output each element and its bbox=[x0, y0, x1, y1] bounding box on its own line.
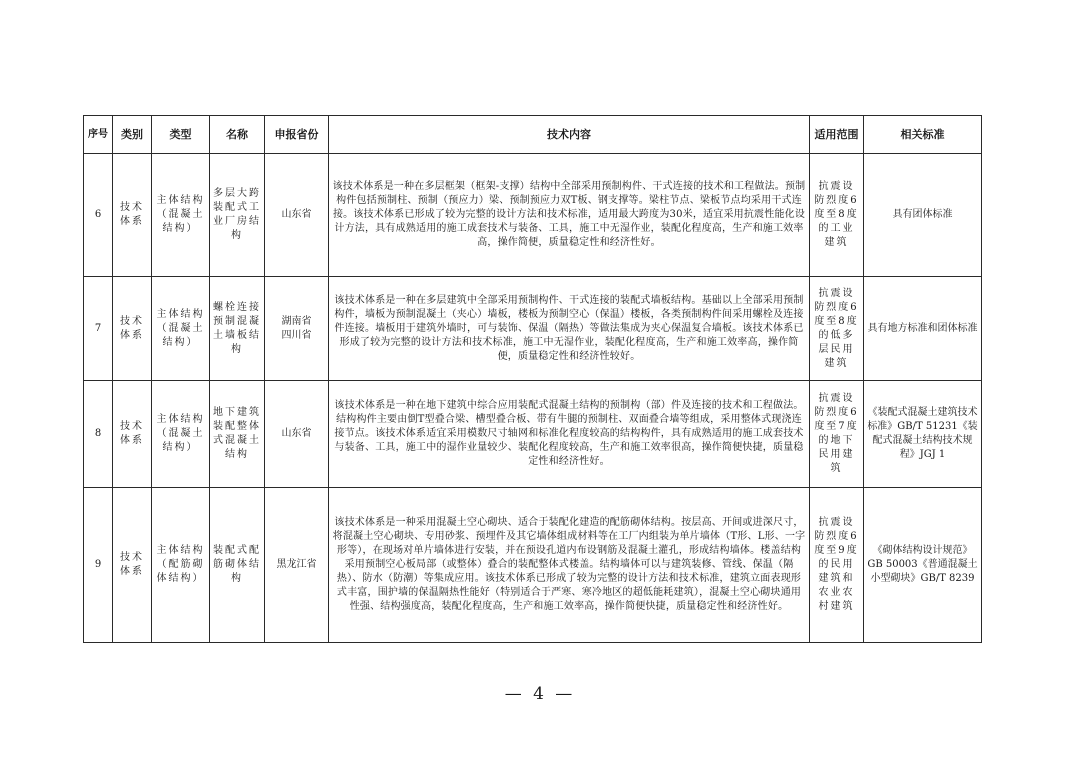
row-province: 山东省 bbox=[265, 381, 329, 488]
technology-table bbox=[83, 115, 982, 643]
row-standards: 《砌体结构设计规范》GB 50003《普通混凝土小型砌块》GB/T 8239 bbox=[864, 488, 982, 643]
row-province: 湖南省四川省 bbox=[265, 277, 329, 381]
row-category: 技术体系 bbox=[113, 488, 152, 643]
row-name: 地下建筑装配整体式混凝土结构 bbox=[210, 381, 265, 488]
row-index: 7 bbox=[84, 277, 113, 381]
row-standards: 具有团体标准 bbox=[864, 154, 982, 277]
row-category: 技术体系 bbox=[113, 154, 152, 277]
row-category: 技术体系 bbox=[113, 277, 152, 381]
row-name: 螺栓连接预制混凝土墙板结构 bbox=[210, 277, 265, 381]
row-type: 主体结构（混凝土结构） bbox=[152, 277, 210, 381]
header-content: 技术内容 bbox=[329, 116, 810, 154]
row-content: 该技术体系是一种采用混凝土空心砌块、适合于装配化建造的配筋砌体结构。按层高、开间或进深尺寸，将混凝土空心砌块、专用砂浆、预埋件及其它墙体组成材料等在工厂内组装为单片墙体（T形、L形、一字形等），在现场对单片墙体进行安装，并在预设孔道内布设钢筋及混凝土灌孔，形成结构墙体。楼盖结构采用预制空心板局部（或整体）叠合的装配整体式楼盖。结构墙体可以与建筑装修、管线、保温（隔热）、防水（防潮）等集成应用。该技术体系已形成了较为完整的设计方法和技术标准，建筑立面表现形式丰富，围护墙的保温隔热性能好（特别适合于严寒、寒冷地区的超低能耗建筑），混凝土空心砌块通用性强、结构强度高，装配化程度高，生产和施工效率高，操作简便快捷，质量稳定性和经济性好。 bbox=[329, 488, 810, 643]
table-row bbox=[84, 381, 982, 488]
row-index: 6 bbox=[84, 154, 113, 277]
header-scope: 适用范围 bbox=[810, 116, 864, 154]
row-province: 黑龙江省 bbox=[265, 488, 329, 643]
row-content: 该技术体系是一种在多层建筑中全部采用预制构件、干式连接的装配式墙板结构。基础以上全部采用预制构件，墙板为预制混凝土（夹心）墙板，楼板为预制空心（保温）楼板，各类预制构件间采用螺栓及连接件连接。墙板用于建筑外墙时，可与装饰、保温（隔热）等做法集成为夹心保温复合墙板。该技术体系已形成了较为完整的设计方法和技术标准，施工中无湿作业，装配化程度高，生产和施工效率高，操作简便，质量稳定性和经济性较好。 bbox=[329, 277, 810, 381]
row-name: 多层大跨装配式工业厂房结构 bbox=[210, 154, 265, 277]
row-scope: 抗震设防烈度6度至7度的地下民用建筑 bbox=[810, 381, 864, 488]
table-header-row bbox=[84, 116, 982, 154]
header-province: 申报省份 bbox=[265, 116, 329, 154]
table-row bbox=[84, 277, 982, 381]
page-number: — 4 — bbox=[504, 684, 576, 704]
row-content: 该技术体系是一种在多层框架（框架-支撑）结构中全部采用预制构件、干式连接的技术和工程做法。预制构件包括预制柱、预制（预应力）梁、预制预应力双T板、钢支撑等。梁柱节点、梁板节点均采用干式连接。该技术体系已形成了较为完整的设计方法和技术标准，适用最大跨度为30米，适宜采用抗震性能化设计方法，具有成熟适用的施工成套技术与装备、工具，施工中无湿作业，装配化程度高，生产和施工效率高，操作简便，质量稳定性和经济性好。 bbox=[329, 154, 810, 277]
header-index: 序号 bbox=[84, 116, 113, 154]
row-scope: 抗震设防烈度6度至8度的工业建筑 bbox=[810, 154, 864, 277]
row-standards: 具有地方标准和团体标准 bbox=[864, 277, 982, 381]
row-province: 山东省 bbox=[265, 154, 329, 277]
row-type: 主体结构（混凝土结构） bbox=[152, 381, 210, 488]
row-standards: 《装配式混凝土建筑技术标准》GB/T 51231《装配式混凝土结构技术规程》JGJ 1 bbox=[864, 381, 982, 488]
row-category: 技术体系 bbox=[113, 381, 152, 488]
row-name: 装配式配筋砌体结构 bbox=[210, 488, 265, 643]
row-index: 9 bbox=[84, 488, 113, 643]
row-content: 该技术体系是一种在地下建筑中综合应用装配式混凝土结构的预制构（部）件及连接的技术和工程做法。结构构件主要由倒T型叠合梁、槽型叠合板、带有牛腿的预制柱、双面叠合墙等组成，采用整体式现浇连接节点。该技术体系适宜采用模数尺寸轴网和标准化程度较高的结构构件，具有成熟适用的施工成套技术与装备、工具，施工中的湿作业量较少、装配化程度较高，生产和施工效率很高，操作简便快捷，质量稳定性和经济性好。 bbox=[329, 381, 810, 488]
header-standards: 相关标准 bbox=[864, 116, 982, 154]
row-type: 主体结构（混凝土结构） bbox=[152, 154, 210, 277]
row-scope: 抗震设防烈度6度至8度的低多层民用建筑 bbox=[810, 277, 864, 381]
row-index: 8 bbox=[84, 381, 113, 488]
row-type: 主体结构（配筋砌体结构） bbox=[152, 488, 210, 643]
header-name: 名称 bbox=[210, 116, 265, 154]
header-type: 类型 bbox=[152, 116, 210, 154]
row-scope: 抗震设防烈度6度至9度的民用建筑和农业农村建筑 bbox=[810, 488, 864, 643]
header-category: 类别 bbox=[113, 116, 152, 154]
table-row bbox=[84, 488, 982, 643]
table-row bbox=[84, 154, 982, 277]
